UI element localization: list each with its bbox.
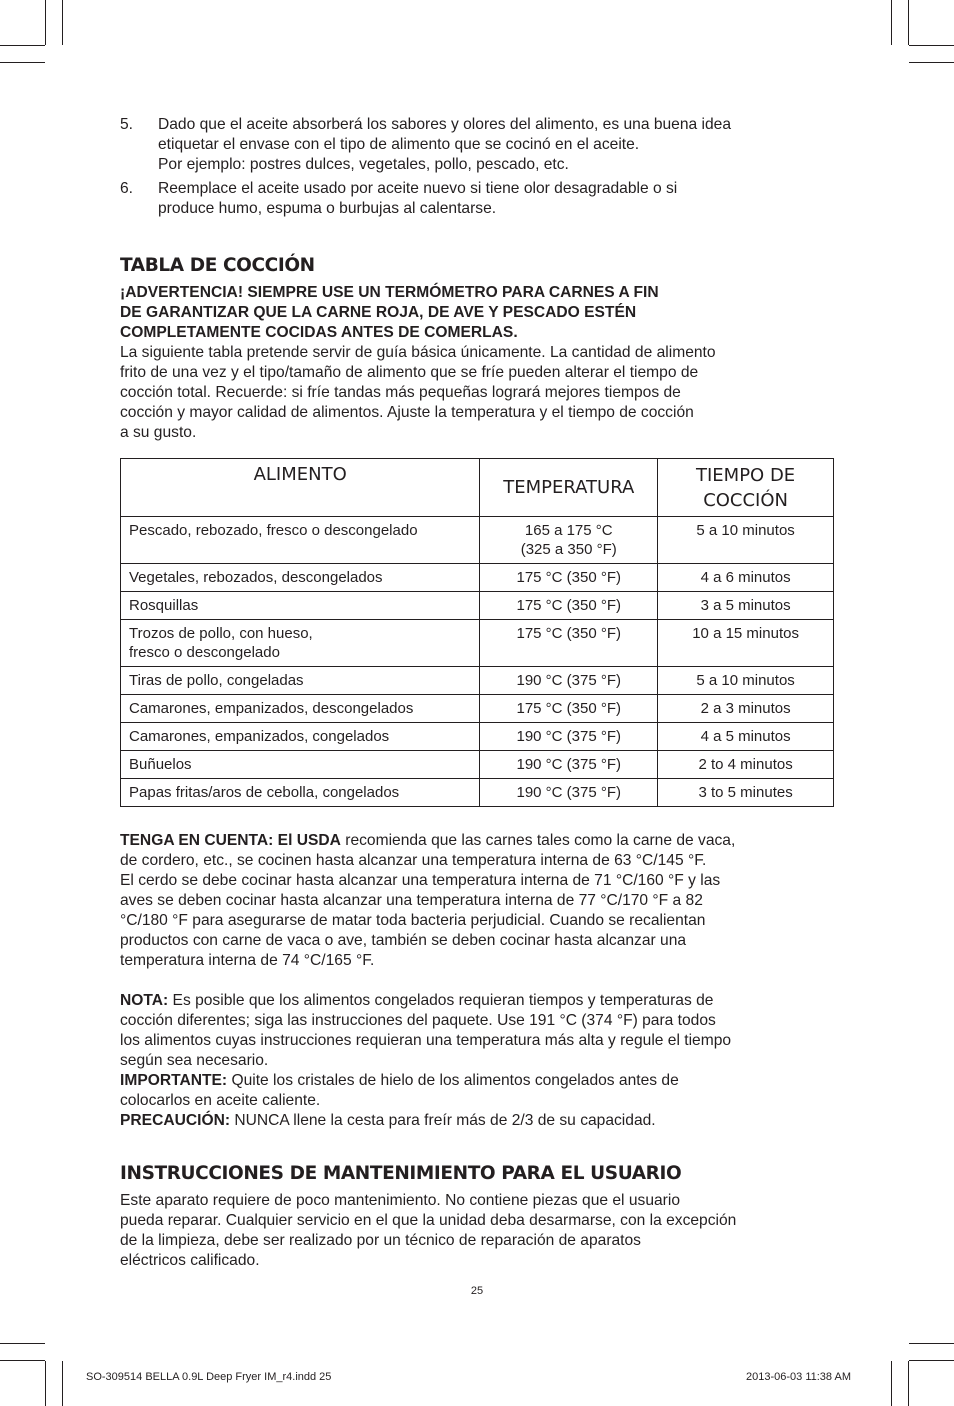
table-row: [121, 779, 834, 807]
list-item: [120, 179, 834, 219]
cell-temp-line: 190 °C (375 °F): [516, 728, 622, 745]
cell-temp: [480, 564, 658, 592]
maintenance-line: Este aparato requiere de poco mantenimiento. No contiene piezas que el usuario: [120, 1192, 680, 1209]
table-row: [121, 695, 834, 723]
nota-line: Es posible que los alimentos congelados requieran tiempos y temperaturas de: [168, 992, 714, 1009]
intro-line: a su gusto.: [120, 424, 197, 441]
cell-temp-line: 175 °C (350 °F): [516, 597, 622, 614]
cell-food: [121, 592, 480, 620]
cooking-table: [120, 458, 834, 807]
intro-line: cocción y mayor calidad de alimentos. Ajuste la temperatura y el tiempo de cocción: [120, 404, 694, 421]
cell-food-line: Rosquillas: [129, 597, 199, 614]
table-row: [121, 620, 834, 667]
table-row: [121, 517, 834, 564]
intro-paragraph: [120, 343, 834, 443]
step-number: 5.: [120, 116, 134, 133]
step-text: Dado que el aceite absorberá los sabores y olores del alimento, es una buena idea: [158, 116, 732, 133]
cell-temp: [480, 695, 658, 723]
cell-food: [121, 779, 480, 807]
crop-mark: [909, 1360, 954, 1361]
importante-line: Quite los cristales de hielo de los alimentos congelados antes de: [227, 1072, 679, 1089]
maintenance-line: eléctricos calificado.: [120, 1252, 260, 1269]
cell-food: [121, 723, 480, 751]
usda-line: El cerdo se debe cocinar hasta alcanzar una temperatura interna de 71 °C/160 °F y las: [120, 872, 721, 889]
importante-label: IMPORTANTE:: [120, 1072, 228, 1089]
table-row: [121, 751, 834, 779]
section-title-cooking-table: TABLA DE COCCIÓN: [120, 255, 315, 276]
usda-line: productos con carne de vaca o ave, también se deben cocinar hasta alcanzar una: [120, 932, 687, 949]
precaucion-text: NUNCA llene la cesta para freír más de 2/3 de su capacidad.: [230, 1112, 656, 1129]
step-text: Por ejemplo: postres dulces, vegetales, pollo, pescado, etc.: [158, 156, 569, 173]
table-row: [121, 667, 834, 695]
section-title-maintenance: INSTRUCCIONES DE MANTENIMIENTO PARA EL USUARIO: [120, 1163, 682, 1184]
cell-temp: [480, 592, 658, 620]
step-text: produce humo, espuma o burbujas al calentarse.: [158, 200, 497, 217]
cell-food-line: fresco o descongelado: [129, 644, 280, 661]
crop-mark: [909, 45, 954, 46]
col-header-time-line: COCCIÓN: [703, 489, 789, 511]
nota-line: los alimentos cuyas instrucciones requieran una temperatura más alta y regule el tiempo: [120, 1032, 732, 1049]
table-row: [121, 592, 834, 620]
col-header-food: ALIMENTO: [121, 459, 480, 517]
crop-mark: [62, 1361, 63, 1406]
nota-line: según sea necesario.: [120, 1052, 269, 1069]
page-content: [120, 115, 834, 1271]
col-header-time-line: TIEMPO DE: [696, 464, 796, 486]
cell-time: 3 to 5 minutes: [658, 779, 834, 807]
cell-food: [121, 620, 480, 667]
crop-mark: [0, 1360, 45, 1361]
maintenance-line: de la limpieza, debe ser realizado por un técnico de reparación de aparatos: [120, 1232, 641, 1249]
crop-mark: [909, 62, 954, 63]
table-row: [121, 723, 834, 751]
cell-temp-line: 165 a 175 °C: [524, 522, 613, 539]
warning-line: DE GARANTIZAR QUE LA CARNE ROJA, DE AVE Y PESCADO ESTÉN: [120, 304, 637, 321]
steps-list: [120, 115, 834, 219]
cell-temp: [480, 667, 658, 695]
col-header-temp: TEMPERATURA: [480, 459, 658, 517]
step-number: 6.: [120, 180, 134, 197]
nota-note: [120, 991, 834, 1131]
warning-text: [120, 283, 834, 343]
cell-food-line: Vegetales, rebozados, descongelados: [129, 569, 383, 586]
cell-temp-line: 190 °C (375 °F): [516, 784, 622, 801]
cell-temp: [480, 779, 658, 807]
crop-mark: [45, 0, 46, 45]
cell-time: 2 a 3 minutos: [658, 695, 834, 723]
cell-time: 4 a 5 minutos: [658, 723, 834, 751]
crop-mark: [0, 1343, 45, 1344]
importante-line: colocarlos en aceite caliente.: [120, 1092, 321, 1109]
cell-food: [121, 667, 480, 695]
maintenance-paragraph: [120, 1191, 834, 1271]
usda-line: de cordero, etc., se cocinen hasta alcanzar una temperatura interna de 63 °C/145 °F.: [120, 852, 707, 869]
cell-food-line: Pescado, rebozado, fresco o descongelado: [129, 522, 418, 539]
crop-mark: [908, 1361, 909, 1406]
cell-time: 5 a 10 minutos: [658, 517, 834, 564]
warning-line: ¡ADVERTENCIA! SIEMPRE USE UN TERMÓMETRO PARA CARNES A FIN: [120, 284, 659, 301]
col-header-time: [658, 459, 834, 517]
intro-line: frito de una vez y el tipo/tamaño de alimento que se fríe pueden alterar el tiempo de: [120, 364, 699, 381]
crop-mark: [908, 0, 909, 45]
cell-temp-line: 175 °C (350 °F): [516, 700, 622, 717]
cell-time: 4 a 6 minutos: [658, 564, 834, 592]
cell-temp: [480, 517, 658, 564]
cell-temp-line: 190 °C (375 °F): [516, 756, 622, 773]
cell-food-line: Papas fritas/aros de cebolla, congelados: [129, 784, 400, 801]
cell-temp-line: 175 °C (350 °F): [516, 625, 622, 642]
crop-mark: [45, 1361, 46, 1406]
nota-line: cocción diferentes; siga las instrucciones del paquete. Use 191 °C (374 °F) para todos: [120, 1012, 716, 1029]
footer-timestamp: 2013-06-03 11:38 AM: [746, 1371, 851, 1383]
intro-line: La siguiente tabla pretende servir de guía básica únicamente. La cantidad de alimento: [120, 344, 716, 361]
usda-line: aves se deben cocinar hasta alcanzar una temperatura interna de 77 °C/170 °F a 82: [120, 892, 703, 909]
maintenance-line: pueda reparar. Cualquier servicio en el que la unidad deba desarmarse, con la excepción: [120, 1212, 737, 1229]
nota-label: NOTA:: [120, 992, 169, 1009]
footer-filename: SO-309514 BELLA 0.9L Deep Fryer IM_r4.indd 25: [86, 1371, 332, 1383]
precaucion-label: PRECAUCIÓN:: [120, 1112, 231, 1129]
cell-time: 5 a 10 minutos: [658, 667, 834, 695]
cell-food-line: Buñuelos: [129, 756, 192, 773]
crop-mark: [891, 0, 892, 45]
cell-temp-line: 190 °C (375 °F): [516, 672, 622, 689]
cell-temp: [480, 620, 658, 667]
cell-food-line: Camarones, empanizados, descongelados: [129, 700, 414, 717]
usda-line: °C/180 °F para asegurarse de matar toda bacteria perjudicial. Cuando se recalientan: [120, 912, 706, 929]
crop-mark: [0, 62, 45, 63]
cell-temp: [480, 751, 658, 779]
page-number: 25: [470, 1285, 484, 1297]
usda-label: TENGA EN CUENTA: El USDA: [120, 832, 341, 849]
intro-line: cocción total. Recuerde: si fríe tandas más pequeñas logrará mejores tiempos de: [120, 384, 681, 401]
step-text: etiquetar el envase con el tipo de alimento que se cocinó en el aceite.: [158, 136, 640, 153]
crop-mark: [0, 45, 45, 46]
step-text: Reemplace el aceite usado por aceite nuevo si tiene olor desagradable o si: [158, 180, 678, 197]
table-row: [121, 564, 834, 592]
cell-temp-line: 175 °C (350 °F): [516, 569, 622, 586]
cell-time: 2 to 4 minutos: [658, 751, 834, 779]
cell-food: [121, 517, 480, 564]
crop-mark: [891, 1361, 892, 1406]
list-item: [120, 115, 834, 175]
usda-line: recomienda que las carnes tales como la carne de vaca,: [340, 832, 736, 849]
cell-temp: [480, 723, 658, 751]
cell-food: [121, 751, 480, 779]
cell-food-line: Camarones, empanizados, congelados: [129, 728, 390, 745]
cell-food: [121, 695, 480, 723]
warning-line: COMPLETAMENTE COCIDAS ANTES DE COMERLAS.: [120, 324, 518, 341]
cell-time: 3 a 5 minutos: [658, 592, 834, 620]
cell-food-line: Trozos de pollo, con hueso,: [129, 625, 313, 642]
usda-note: [120, 831, 834, 971]
cell-food-line: Tiras de pollo, congeladas: [129, 672, 304, 689]
cell-time: 10 a 15 minutos: [658, 620, 834, 667]
cell-food: [121, 564, 480, 592]
table-header-row: [121, 459, 834, 517]
crop-mark: [909, 1343, 954, 1344]
cell-temp-line: (325 a 350 °F): [520, 541, 617, 558]
usda-line: temperatura interna de 74 °C/165 °F.: [120, 952, 375, 969]
crop-mark: [62, 0, 63, 45]
